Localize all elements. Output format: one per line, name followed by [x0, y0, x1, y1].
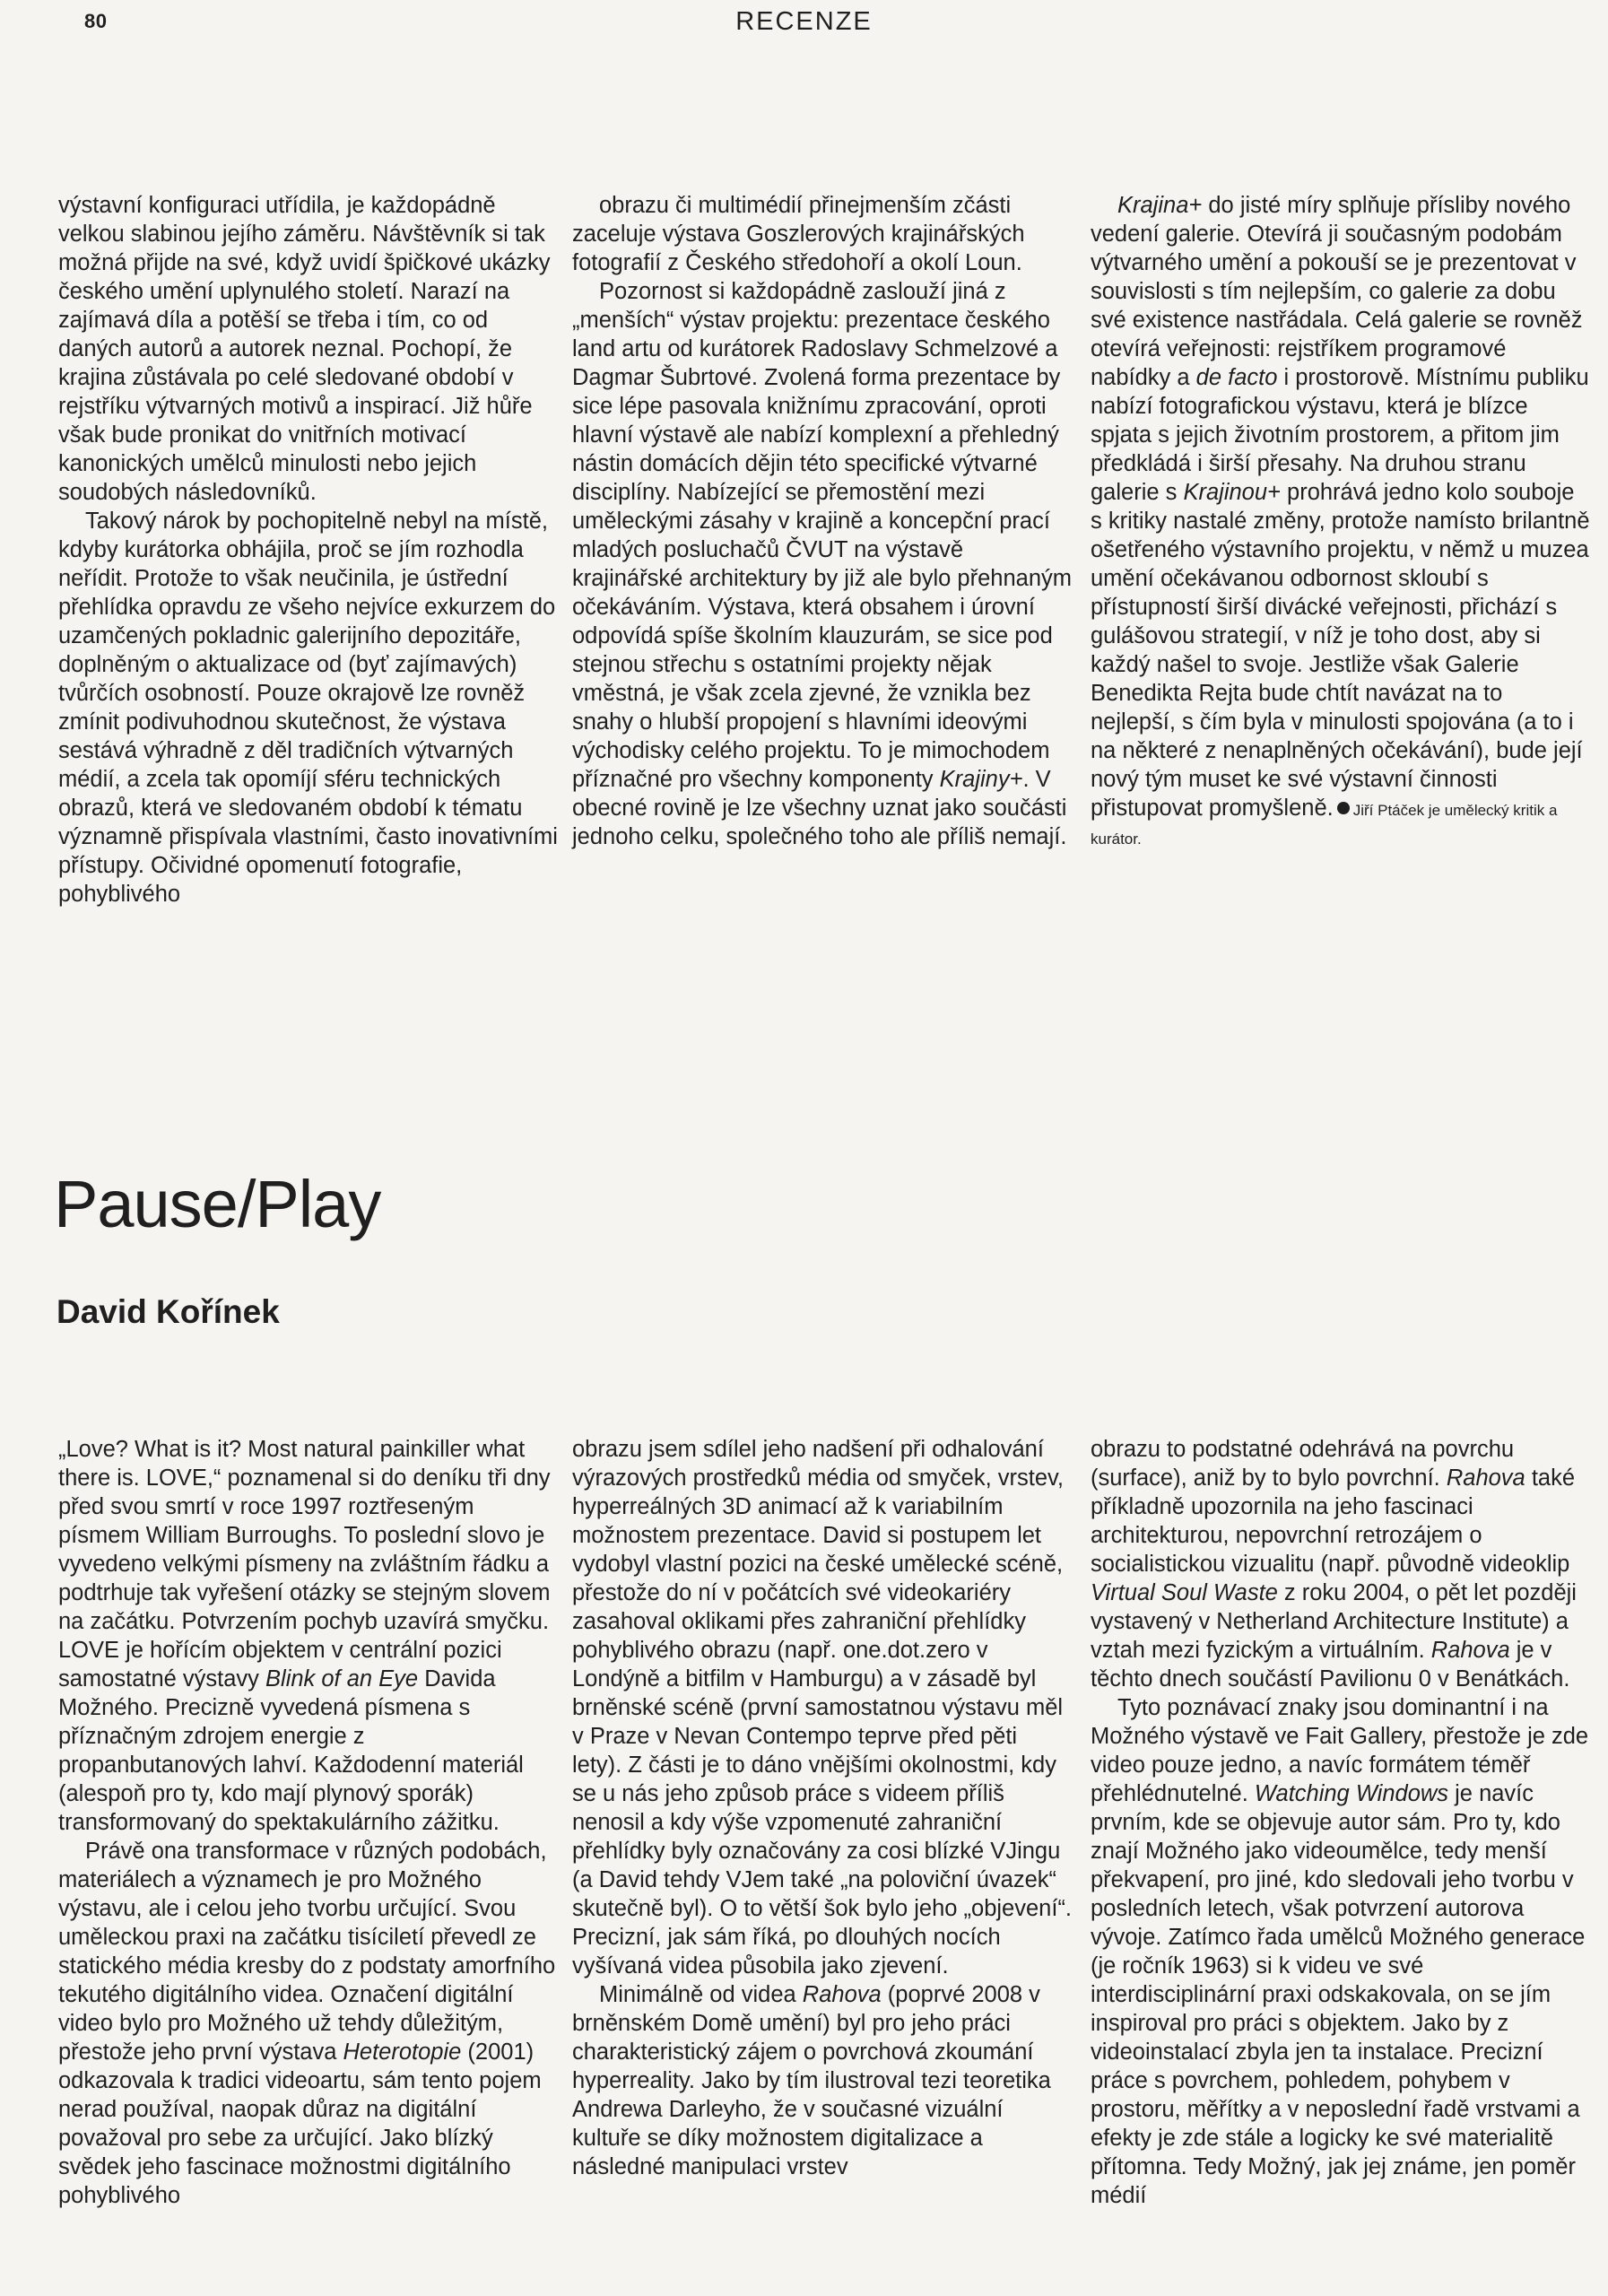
article-paragraph — [1091, 1435, 1590, 1693]
author-byline: Jiří Ptáček je umělecký kritik a kurátor. — [1091, 802, 1558, 848]
text-run: do jisté míry splňuje přísliby nového vedení galerie. Otevírá ji současným podobám výtvarného umění a pokouší se je prezentovat v souvislosti s tím nejlepším, co galerie za dobu své existence nastřádala. Celá galerie se rovněž otevírá veřejnosti: rejstříkem programové nabídky a — [1091, 193, 1583, 390]
article-paragraph — [1091, 1693, 1590, 2210]
article-paragraph — [58, 1435, 558, 1837]
text-run: také příkladně upozornila na jeho fascinaci architekturou, nepovrchní retrozájem o socialistickou vizualitu (např. původně videoklip — [1091, 1465, 1576, 1577]
end-bullet-icon — [1337, 802, 1350, 814]
text-run: (2001) odkazovala k tradici videoartu, sám tento pojem nerad používal, naopak důraz na digitální považoval pro sebe za určující. Jako blízký svědek jeho fascinace možnostmi digitálního pohyblivého — [58, 2039, 542, 2208]
article-column-3 — [1091, 1435, 1590, 2210]
page-number: 80 — [84, 10, 108, 32]
italic-title: Watching Windows — [1254, 1781, 1449, 1806]
text-run: „Love? What is it? Most natural painkiller what there is. LOVE,“ poznamenal si do deníku tři dny před svou smrtí v roce 1997 roztřeseným písmem William Burroughs. To poslední slovo je vyvedeno velkými písmeny na zvláštním řádku a podtrhuje tak vyřešení otázky se stejným slovem na začátku. Potvrzením pochyb uzavírá smyčku. LOVE je hořícím objektem v centrální pozici samostatné výstavy — [58, 1437, 551, 1692]
text-run: Tyto poznávací znaky jsou dominantní i na Možného výstavě ve Fait Gallery, přestože je zde video pouze jedno, a navíc formátem téměř přehlédnutelné. — [1091, 1695, 1589, 1806]
review-column-3 — [1091, 191, 1590, 851]
review-paragraph — [572, 277, 1072, 851]
review-paragraph: výstavní konfiguraci utřídila, je každopádně velkou slabinou jejího záměru. Návštěvník si tak možná přijde na své, když uvidí špičkové ukázky českého umění uplynulého století. Narazí na zajímavá díla a potěší se třeba i tím, co od daných autorů a autorek neznal. Pochopí, že krajina zůstávala po celé sledované období v rejstříku výtvarných motivů a inspirací. Již hůře však bude pronikat do vnitřních motivací kanonických umělců minulosti nebo jejich soudobých následovníků. — [58, 193, 551, 505]
review-paragraph: Takový nárok by pochopitelně nebyl na místě, kdyby kurátorka obhájila, proč se jím rozhodla neřídit. Protože to však neučinila, je ústřední přehlídka opravdu ze všeho nejvíce exkurzem do uzamčených pokladnic galerijního depozitáře, doplněným o aktualizace od (byť zajímavých) tvůrčích osobností. Pouze okrajově lze rovněž zmínit podivuhodnou skutečnost, že výstava sestává výhradně z děl tradičních výtvarných médií, a zcela tak opomíjí sféru technických obrazů, která ve sledovaném období k tématu významně přispívala vlastními, často inovativními přístupy. Očividné opomenutí fotografie, pohyblivého — [58, 509, 558, 907]
article-author: David Kořínek — [56, 1293, 280, 1330]
italic-title: Krajina+ — [1117, 193, 1203, 218]
text-run: . V obecné rovině je lze všechny uznat jako součásti jednoho celku, společného toho ale příliš nemají. — [572, 767, 1067, 849]
article-paragraph: obrazu jsem sdílel jeho nadšení při odhalování výrazových prostředků média od smyček, vrstev, hyperreálných 3D animací až k variabilním možnostem prezentace. David si postupem let vydobyl vlastní pozici na české umělecké scéně, přestože do ní v počátcích své videokariéry zasahoval oklikami přes zahraniční přehlídky pohyblivého obrazu (např. one.dot.zero v Londýně a bitfilm v Hamburgu) a v zásadě byl brněnské scéně (první samostatnou výstavu měl v Praze v Nevan Contempo teprve před pěti lety). Z části je to dáno vnějšími okolnostmi, kdy se u nás jeho způsob práce s videem příliš nenosil a kdy výše vzpomenuté zahraniční přehlídky byly označovány za cosi blízké VJingu (a David tehdy VJem také „na poloviční úvazek“ skutečně byl). O to větší šok bylo jeho „objevení“. Precizní, jak sám říká, po dlouhých nocích vyšívaná videa působila jako zjevení. — [572, 1437, 1073, 1979]
italic-title: Rahova — [1430, 1638, 1510, 1663]
text-run: Minimálně od videa — [599, 1982, 803, 2007]
text-run: i prostorově. Místnímu publiku nabízí fotografickou výstavu, která je blízce spjata s jejich životním prostorem, a přitom jim předkládá i širší přesahy. Na druhou stranu galerie s — [1091, 365, 1589, 505]
text-run: je v těchto dnech součástí Pavilionu 0 v Benátkách. — [1091, 1638, 1570, 1692]
review-column-1 — [58, 191, 558, 909]
text-run: z roku 2004, o pět let později vystavený v Netherland Architecture Institute) a vztah mezi fyzickým a virtuálním. — [1091, 1580, 1577, 1663]
text-run: Pozornost si každopádně zaslouží jiná z „menších“ výstav projektu: prezentace českého land artu od kurátorek Radoslavy Schmelzové a Dagmar Šubrtové. Zvolená forma prezentace by sice lépe pasovala knižnímu zpracování, oproti hlavní výstavě ale nabízí komplexní a přehledný nástin domácích dějin této specifické výtvarné disciplíny. Nabízející se přemostění mezi uměleckými zásahy v krajině a koncepční prací mladých posluchačů ČVUT na výstavě krajinářské architektury by již ale bylo přehnaným očekáváním. Výstava, která obsahem i úrovní odpovídá spíše školním klauzurám, se sice pod stejnou střechu s ostatními projekty nějak vměstná, je však zcela zjevné, že vznikla bez snahy o hlubší propojení s hlavními ideovými východisky celého projektu. To je mimochodem příznačné pro všechny komponenty — [572, 279, 1072, 792]
section-header: RECENZE — [735, 7, 873, 36]
italic-title: Virtual Soul Waste — [1091, 1580, 1278, 1605]
text-run: je navíc prvním, kde se objevuje autor sám. Pro ty, kdo znají Možného jako videoumělce, tedy menší překvapení, pro jiné, kdo sledovali jeho tvorbu v posledních letech, však potvrzení autorova vývoje. Zatímco řada umělců Možného generace (je ročník 1963) si k videu ve své interdisciplinární praxi odskakovala, on se jím inspiroval pro práci s objektem. Jako by z videoinstalací zbyla jen ta instalace. Precizní práce s povrchem, pohledem, pohybem v prostoru, měřítky a v neposlední řadě vrstvami a efekty je zde stále a logicky ke své materialitě přítomna. Tedy Možný, jak jej známe, jen poměr médií — [1091, 1781, 1586, 2208]
article-column-1 — [58, 1435, 558, 2210]
italic-title: Rahova — [802, 1982, 882, 2007]
italic-title: Krajinou+ — [1183, 480, 1281, 505]
text-run: Právě ona transformace v různých podobách, materiálech a významech je pro Možného výstavu, ale i celou jeho tvorbu určující. Svou uměleckou praxi na začátku tisíciletí převedl ze statického média kresby do z podstaty amorfního tekutého digitálního videa. Označení digitální video bylo pro Možného už tehdy důležitým, přestože jeho první výstava — [58, 1839, 556, 2065]
text-run: Davida Možného. Precizně vyvedená písmena s příznačným zdrojem energie z propanbutanových lahví. Každodenní materiál (alespoň pro ty, kdo mají plynový sporák) transformovaný do spektakulárního zážitku. — [58, 1666, 524, 1835]
text-run: (poprvé 2008 v brněnském Domě umění) byl pro jeho práci charakteristický zájem o povrchová zkoumání hyperreality. Jako by tím ilustroval tezi teoretika Andrewa Darleyho, že v současné vizuální kultuře se díky možnostem digitalizace a následné manipulaci vrstev — [572, 1982, 1051, 2179]
article-paragraph — [58, 1837, 558, 2210]
italic-title: Krajiny+ — [939, 767, 1023, 792]
review-paragraph: obrazu či multimédií přinejmenším zčásti zaceluje výstava Goszlerových krajinářských fotografií z Českého středohoří a okolí Loun. — [572, 193, 1025, 275]
article-title: Pause/Play — [54, 1167, 381, 1241]
article-paragraph — [572, 1980, 1072, 2181]
italic-title: Blink of an Eye — [265, 1666, 419, 1692]
article-column-2 — [572, 1435, 1072, 2181]
review-column-2 — [572, 191, 1072, 851]
text-run: obrazu to podstatné odehrává na povrchu (surface), aniž by to bylo povrchní. — [1091, 1437, 1515, 1491]
italic-title: Rahova — [1446, 1465, 1525, 1491]
review-paragraph — [1091, 191, 1590, 851]
italic-term: de facto — [1195, 365, 1278, 390]
italic-title: Heterotopie — [343, 2039, 462, 2065]
text-run: prohrává jedno kolo souboje s kritiky nastalé změny, protože namísto brilantně ošetřeného výstavního projektu, v němž u muzea umění očekávanou odbornost skloubí s přístupností širší divácké veřejnosti, přichází s gulášovou strategií, v níž je toho dost, aby si každý našel to svoje. Jestliže však Galerie Benedikta Rejta bude chtít navázat na to nejlepší, s čím byla v minulosti spojována (a to i na některé z nenaplněných očekávání), bude její nový tým muset ke své výstavní činnosti přistupovat promyšleně. — [1091, 480, 1590, 821]
